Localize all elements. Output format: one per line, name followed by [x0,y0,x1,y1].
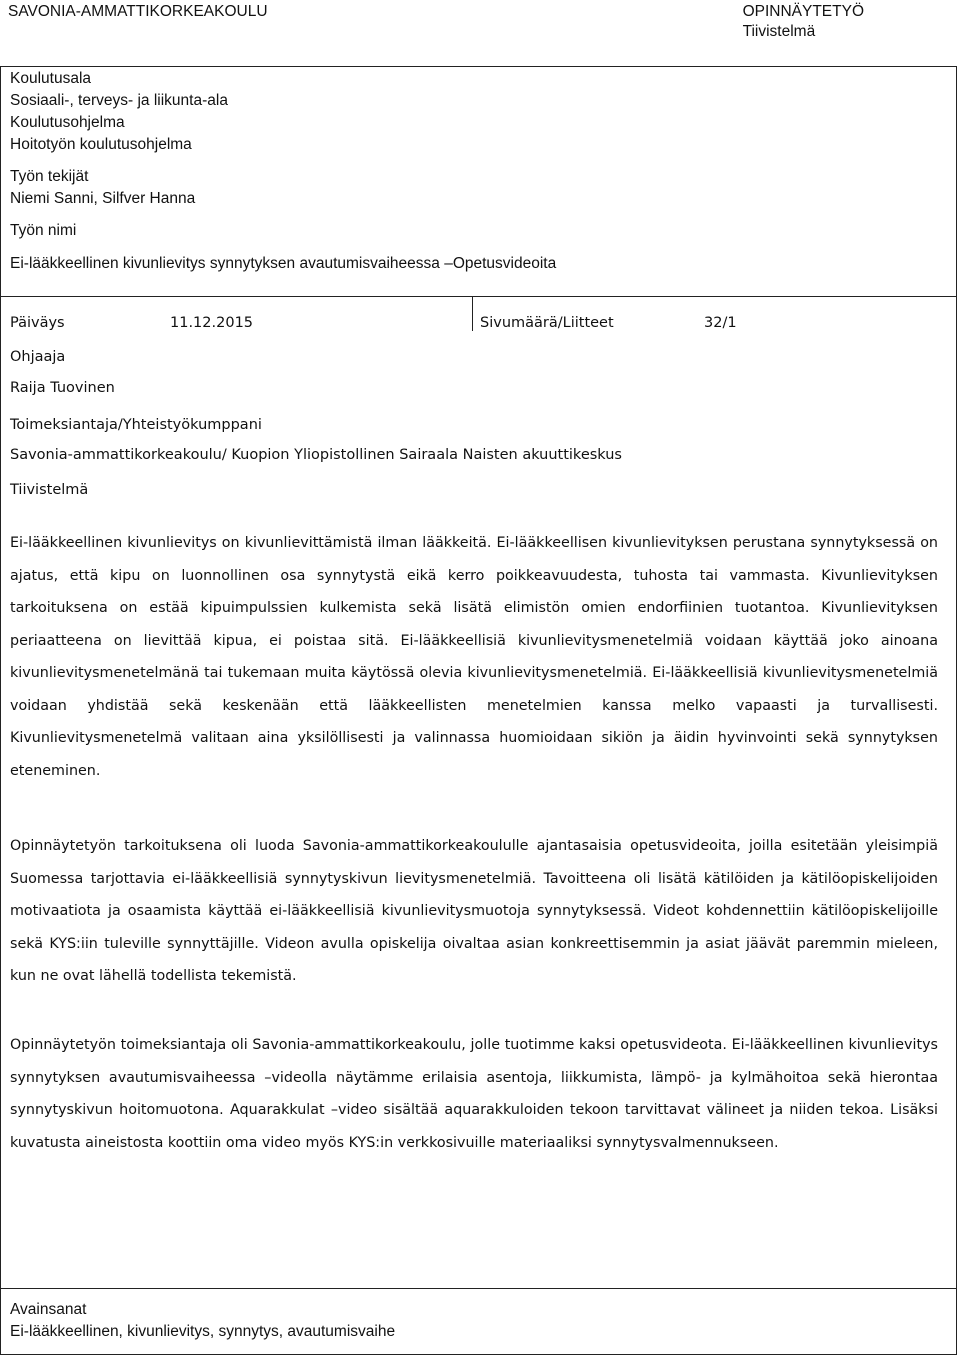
tekijat-value: Niemi Sanni, Silfver Hanna [10,190,196,207]
tekijat-label: Työn tekijät [10,168,89,185]
avainsanat-label: Avainsanat [10,1301,87,1318]
divider-date-vertical [472,296,473,331]
section-nimi [10,220,948,275]
document-type-title: OPINNÄYTETYÖ [742,3,864,20]
document-type-subtitle: Tiivistelmä [742,23,816,40]
divider-keywords [1,1288,956,1289]
sivumaara-value: 32/1 [704,315,737,331]
divider-date-row [1,296,956,297]
koulutusala-label: Koulutusala [10,70,92,87]
avainsanat-value: Ei-lääkkeellinen, kivunlievitys, synnytys, avautumisvaihe [10,1323,396,1340]
abstract-paragraph-2: Opinnäytetyön tarkoituksena oli luoda Savonia-ammattikorkeakoululle ajantasaisia opetusvideoita, joilla esitetään yleisimpiä Suomessa tarjottavia ei-lääkkeellisiä synnytyskivun lievitysmenetelmiä. Tavoitteena oli lisätä kätilöiden ja kätilöopiskelijoiden motivaatiota ja osaamista käyttää ei-lääkkeellisiä kivunlievitysmuotoja synnytyksessä. Videot kohdennettiin kätilöopiskelijoille sekä KYS:iin tuleville synnyttäjille. Videon avulla opiskelija oivaltaa asian konkreettisemmin ja asiat jäävät paremmin mieleen, kun ne ovat lähellä todellista tekemistä. [10,838,938,984]
paivays-value: 11.12.2015 [170,315,254,331]
section-koulutusala [10,68,948,156]
koulutusohjelma-value: Hoitotyön koulutusohjelma [10,136,192,153]
koulutusohjelma-label: Koulutusohjelma [10,114,125,131]
paivays-label: Päiväys [10,315,65,331]
institution-name: SAVONIA-AMMATTIKORKEAKOULU [8,3,268,20]
koulutusala-value: Sosiaali-, terveys- ja liikunta-ala [10,92,228,109]
section-tekijat [10,166,948,210]
tiivistelma-label: Tiivistelmä [10,482,89,498]
ohjaaja-value: Raija Tuovinen [10,380,115,396]
sivumaara-label: Sivumäärä/Liitteet [480,315,614,331]
abstract-paragraph-3: Opinnäytetyön toimeksiantaja oli Savonia-ammattikorkeakoulu, jolle tuotimme kaksi opetusvideota. Ei-lääkkeellinen kivunlievitys synnytyksen avautumisvaiheessa –videolla näytämme erilaisia asentoja, liikkumista, lämpö- ja kylmähoitoa sekä hierontaa synnytyskivun hoitomuotona. Aquarakkulat –video sisältää aquarakkuloiden tekoon tarvittavat välineet ja niiden tekoa. Lisäksi kuvatusta aineistosta koottiin oma video myös KYS:in verkkosivuille materiaaliksi synnytysvalmennukseen. [10,1037,938,1151]
ohjaaja-label: Ohjaaja [10,349,66,365]
toimeksiantaja-value: Savonia-ammattikorkeakoulu/ Kuopion Yliopistollinen Sairaala Naisten akuuttikeskus [10,447,622,463]
nimi-label: Työn nimi [10,222,77,239]
abstract-paragraph-1: Ei-lääkkeellinen kivunlievitys on kivunlievittämistä ilman lääkkeitä. Ei-lääkkeellisen kivunlievityksen perustana synnytyksessä on ajatus, että kipu on luonnollinen osa synnytystä eikä kerro poikkeavuudesta, tuhosta tai vammasta. Kivunlievityksen tarkoituksena on estää kipuimpulssien kulkemista sekä lisätä elimistön omien endorfiinien tuotantoa. Kivunlievityksen periaatteena on lievittää kipua, ei poistaa sitä. Ei-lääkkeellisiä kivunlievitysmenetelmiä voidaan käyttää joko ainoana kivunlievitysmenetelmänä tai tukemaan muita käytössä olevia kivunlievitysmenetelmiä. Ei-lääkkeellisiä kivunlievitysmenetelmiä voidaan yhdistää sekä keskenään että lääkkeellisten menetelmien kanssa melko vapaasti ja turvallisesti. Kivunlievitysmenetelmä valitaan aina yksilöllisesti ja valinnassa huomioidaan sikiön ja äidin hyvinvointi sekä synnytyksen eteneminen. [10,535,938,779]
section-avainsanat [10,1299,948,1343]
abstract-form [0,66,957,1355]
nimi-value: Ei-lääkkeellinen kivunlievitys synnytyksen avautumisvaiheessa –Opetusvideoita [10,255,557,272]
toimeksiantaja-label: Toimeksiantaja/Yhteistyökumppani [10,417,262,433]
document-type [743,2,864,42]
